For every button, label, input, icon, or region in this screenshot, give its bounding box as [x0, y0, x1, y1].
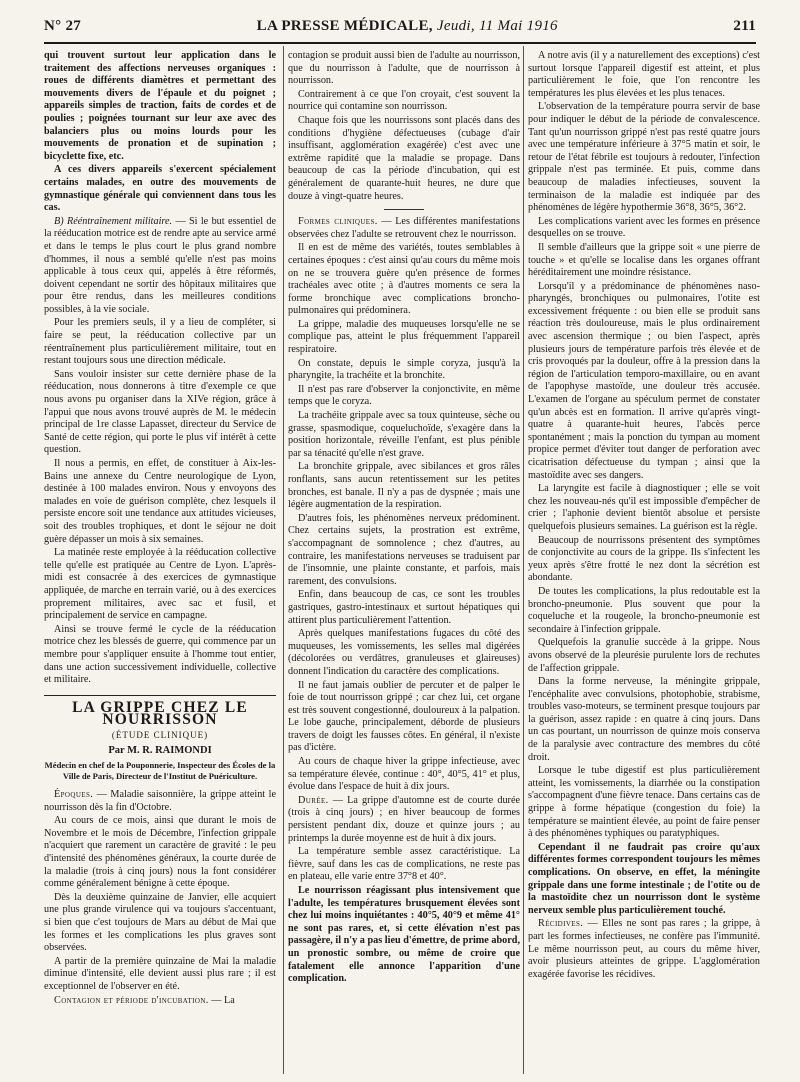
article-separator	[44, 695, 276, 696]
section-heading: Contagion et période d'incubation.	[54, 994, 209, 1006]
paragraph: Beaucoup de nourrissons présentent des symptômes de conjonctivite au cours de la grippe. Ils s'infectent les yeux après s'être frotté le nez dont la sécrétion est abondante.	[528, 534, 760, 584]
paragraph: De toutes les complications, la plus redoutable est la broncho-pneumonie. Plus souvent que pour la coqueluche et la rougeole, la broncho-pneumonie est secondaire à l'infection grippale.	[528, 585, 760, 635]
paragraph: Le nourrisson réagissant plus intensivement que l'adulte, les températures brusquement élevées sont chez lui moins inquiétantes : 40°5, 40°9 et même 41° ne sont pas rares, et, si cette élévation n'est pas passagère, il n'y a pas lieu d'émettre, de prime abord, un pronostic sombre, ou même de croire que fatalement elle annonce l'apparition d'une complication.	[288, 885, 520, 985]
paragraph: Enfin, dans beaucoup de cas, ce sont les troubles gastriques, gastro-intestinaux et surtout hépatiques qui attirent plus particulièrement l'attention.	[288, 589, 520, 626]
paragraph: La trachéite grippale avec sa toux quinteuse, sèche ou grasse, spasmodique, coqueluchoïde, s'exagère dans la position horizontale, réveille l'enfant, est plus pénible par sa ténacité qu'elle n'est grave.	[288, 410, 520, 459]
paragraph: Sans vouloir insister sur cette dernière phase de la rééducation, nous donnerons à titre d'exemple ce que nous avons pu organiser dans la XIVe région, grâce à l'appui que nous avons trouvé auprès de M. le médecin principal de 1re classe Lapasset, directeur du Service de Santé de cette région, qui porte le plus vif intérêt à cette question.	[44, 368, 276, 456]
column-divider-1	[283, 46, 284, 1074]
column-divider-2	[523, 46, 524, 1074]
paragraph	[44, 789, 276, 814]
paragraph: La température semble assez caractéristique. La fièvre, sauf dans les cas de complications, ne reste pas en plateau, elle varie entre 37°8 et 40°.	[288, 846, 520, 883]
paragraph: Il en est de même des variétés, toutes semblables à certaines époques : c'est ainsi qu'au cours du même mois on ne se trouvera guère qu'en présence de formes trachéales avec otite ; à d'autres moments ce sera la forme bronchique avec complications broncho-pulmonaires qui prédominera.	[288, 242, 520, 317]
paragraph-text: — Maladie saisonnière, la grippe atteint le nourrisson dès la fin d'Octobre.	[44, 789, 276, 813]
paragraph: Au cours de chaque hiver la grippe infectieuse, avec sa température élevée, continue : 40°, 40°5, 41° et plus, évolue dans l'espace de huit à dix jours.	[288, 756, 520, 793]
paragraph-text: — Si le but essentiel de la rééducation motrice est de rendre apte au service armé et dans le temps le plus court le plus grand nombre d'hommes, il nous a semblé qu'elle n'est pas moins applicable à tous ceux qui, appelés à être réformés, doivent cependant ne sortir des hôpitaux militaires que pour être rendus, dans les meilleures conditions possibles, à la vie sociale.	[44, 215, 276, 315]
paragraph: On constate, depuis le simple coryza, jusqu'à la pharyngite, la trachéite et la bronchite.	[288, 357, 520, 382]
paragraph	[528, 918, 760, 981]
paragraph: Ainsi se trouve fermé le cycle de la rééducation motrice chez les blessés de guerre, qui commence par un membre pour s'appliquer ensuite à l'homme tout entier, dans une action successivement individuelle, collective et militaire.	[44, 623, 276, 686]
section-heading: Formes cliniques.	[298, 216, 378, 228]
paragraph-text: — Les différentes manifestations observées chez l'adulte se retrouvent chez le nourrisson.	[288, 216, 520, 240]
paragraph: Lorsque le tube digestif est plus particulièrement atteint, les vomissements, la diarrhée ou la constipation s'accompagnent d'une fièvre tenace. Dans certains cas de grippe à forme hépatique (congestion du foie) la température se maintient élevée, au point de faire penser à des phénomènes typhiques ou paratyphiques.	[528, 765, 760, 840]
column-2	[288, 50, 520, 1078]
issue-number: N° 27	[44, 18, 82, 34]
paragraph: Après quelques manifestations fugaces du côté des muqueuses, les vomissements, les selles mal digérées (décolorées ou verdâtres, granuleuses et glaireuses) donnent l'indication du caractère des complications.	[288, 628, 520, 677]
paragraph: A partir de la première quinzaine de Mai la maladie diminue d'intensité, elle devient aussi plus rare ; il est exceptionnel de l'observer en été.	[44, 955, 276, 992]
paragraph: Il nous a permis, en effet, de constituer à Aix-les-Bains une annexe du Centre neurologique de Lyon, destinée à 100 malades environ. Nous y envoyons des malades en voie de guérison complète, chez lesquels il persiste encore soit une tendance aux attitudes vicieuses, soit des troubles trophiques, et dont le séjour ne doit guère dépasser un mois à six semaines.	[44, 458, 276, 545]
paragraph: Dans la forme nerveuse, la méningite grippale, l'encéphalite avec convulsions, photophobie, strabisme, troubles vaso-moteurs, se terminent presque toujours par la guérison, assez rapide : en quatre à cinq jours. Dans un cas pourtant, un nourrisson de quinze mois conserva de la paralysie avec contracture des membres du côté droit.	[528, 676, 760, 763]
page-number: 211	[733, 18, 756, 34]
paragraph-text: — Elles ne sont pas rares ; la grippe, à part les formes infectieuses, ne confère pas l'immunité. Le même nourrisson peut, au cours du même hiver, avoir plusieurs atteintes de grippe. L'agglomération exagérée favorise les récidives.	[528, 918, 760, 980]
paragraph: A notre avis (il y a naturellement des exceptions) c'est surtout lorsque l'appareil digestif est atteint, et plus particulièrement le foie, que l'on rencontre les températures les plus élevées et les plus tenaces.	[528, 50, 760, 99]
paragraph: Il ne faut jamais oublier de percuter et de palper le foie de tout nourrisson grippé ; car chez lui, cet organe est très souvent congestionné, douloureux à la palpation. Le lobe gauche, principalement, déborde de plusieurs travers de doigt les fausses côtes. En général, il n'existe pas d'ictère.	[288, 679, 520, 754]
paragraph: L'observation de la température pourra servir de base pour indiquer le début de la période de convalescence. Tant qu'un nourrisson grippé n'est pas resté quatre jours avec une température inférieure à 37°5 matin et soir, le retour de l'état fébrile est toujours à redouter, l'infection grippale n'est pas terminée. Et puis, comme dans beaucoup de maladies infectieuses, souvent la terminaison de la maladie est indiquée par des phénomènes de légère hypothermie 36°8, 36°5, 36°2.	[528, 101, 760, 214]
section-heading: Durée.	[298, 794, 329, 806]
paragraph: Il n'est pas rare d'observer la conjonctivite, en même temps que le coryza.	[288, 383, 520, 408]
paragraph: La laryngite est facile à diagnostiquer ; elle se voit chez les nouveau-nés qu'il est impossible d'empêcher de crier ; l'aphonie devient bientôt absolue et persiste quelquefois plusieurs semaines. La guérison est la règle.	[528, 483, 760, 532]
paragraph: La matinée reste employée à la rééducation collective telle qu'elle est pratiquée au Centre de Lyon. L'après-midi est consacrée à des exercices de gymnastique appliquée, de marche en terrain varié, ou à des exercices proprement militaires, avec sac et fusil, et principalement de service en campagne.	[44, 547, 276, 622]
paragraph-text: — La	[208, 994, 235, 1006]
paragraph: Il semble d'ailleurs que la grippe soit « une pierre de touche » et qu'elle se localise dans les organes offrant héréditairement une moindre résistance.	[528, 241, 760, 279]
header-rule	[44, 42, 756, 44]
paragraph: A ces divers appareils s'exercent spécialement certains malades, en outre des mouvements de gymnastique générale qui conviennent dans tous les cas.	[44, 164, 276, 214]
paragraph-text: — La grippe d'automne est de courte durée (trois à cinq jours) ; en hiver beaucoup de formes persistent pendant dix, douze et quinze jours ; au printemps la durée moyenne est de huit à dix jours.	[288, 794, 520, 844]
section-rule	[384, 209, 424, 210]
paragraph	[44, 216, 276, 317]
column-1	[44, 50, 276, 1078]
issue-date: Jeudi, 11 Mai 1916	[436, 18, 558, 34]
paragraph: qui trouvent surtout leur application dans le traitement des affections nerveuses organiques : roues de différents diamètres et permettant des mouvements divers de l'épaule et du poignet ; appareils simples de traction, faits de cordes et de poulies ; poignées tournant sur leur axe avec des balanciers plus ou moins lourds pour les mouvements de pronation et de supination ; bicyclette fixe, etc.	[44, 50, 276, 162]
article-subtitle: (ÉTUDE CLINIQUE)	[111, 729, 209, 740]
section-heading: B) Rééntraînement militaire.	[54, 215, 173, 227]
paragraph: D'autres fois, les phénomènes nerveux prédominent. Chez certains sujets, la prostration est extrême, s'accompagnant de somnolence ; chez d'autres, au contraire, les manifestations nerveuses se traduisent par de l'insomnie, une plainte constante, et parfois, mais rarement, des convulsions.	[288, 512, 520, 587]
paragraph: Lorsqu'il y a prédominance de phénomènes naso-pharyngés, bronchiques ou pulmonaires, l'otite est excessivement fréquente : ou bien elle se produit sans réaction très douloureuse, mais le plus ordinairement avec ascension thermique ; ou bien l'aspect, après plusieurs jours de température parfois très élevée et de cris provoqués par la douleur, offre à la pression dans la région de l'articulation temporo-maxillaire, ou en avant de l'apophyse mastoïde, une douleur très accusée. L'examen de l'organe au spéculum permet de constater qu'un abcès est en formation. Il arrive qu'après vingt-quatre à quarante-huit heures, l'abcès perce spontanément ; mais la ponction du tympan au moment propice permet d'éviter tout danger de perforation avec cicatrisation défectueuse du tympan ; ainsi que la mastoïdite avec ses dangers.	[528, 280, 760, 481]
section-heading: Époques.	[54, 789, 94, 801]
paragraph: Au cours de ce mois, ainsi que durant le mois de Novembre et le mois de Décembre, l'infection grippale n'acquiert que rarement un caractère de gravité : le peu d'intensité des phénomènes généraux, la courte durée de la maladie (trois à cinq jours) nous la font considérer comme généralement bénigne à cette époque.	[44, 815, 276, 890]
paragraph: La bronchite grippale, avec sibilances et gros râles ronflants, sans aucun retentissement sur les petites bronches, est banale. Il n'y a pas de dyspnée ; mais une légère augmentation de la respiration.	[288, 461, 520, 511]
section-heading: Récidives.	[538, 918, 584, 930]
paragraph: Chaque fois que les nourrissons sont placés dans des conditions d'hygiène défectueuses (cubage d'air insuffisant, agglomération exagérée) c'est avec une extrême rapidité que la maladie se propage. Dans beaucoup de cas la période d'incubation, qui est généralement de quarante-huit heures, ne dure que douze à vingt-quatre heures.	[288, 114, 520, 202]
paragraph: Dès la deuxième quinzaine de Janvier, elle acquiert une plus grande virulence qui va toujours s'accentuant, si bien que c'est toujours de Mars au début de Mai que les formes et les complications les plus graves sont observées.	[44, 891, 276, 954]
paragraph: Pour les premiers seuls, il y a lieu de compléter, si faire se peut, la rééducation collective par un réentraînement plus particulièrement militaire, tout en restant toujours sous une direction médicale.	[44, 317, 276, 367]
masthead	[257, 18, 558, 35]
paragraph: Contrairement à ce que l'on croyait, c'est souvent la nourrice qui contamine son nourrisson.	[288, 88, 520, 113]
paragraph	[288, 216, 520, 241]
column-3	[528, 50, 760, 1078]
author-affiliation: Médecin en chef de la Pouponnerie, Inspecteur des Écoles de la Ville de Paris, Directeur de l'Institut de Puériculture.	[44, 760, 276, 781]
paragraph: Cependant il ne faudrait pas croire qu'aux différentes formes correspondent toujours les mêmes complications. On observe, en effet, la méningite grippale dans une forme intestinale ; de l'otite ou de la mastoïdite chez un nourrisson dont le système nerveux semble plus particulièrement touché.	[528, 841, 760, 916]
journal-name: LA PRESSE MÉDICALE,	[256, 18, 433, 34]
article-author: Par M. R. RAIMONDI	[108, 745, 212, 757]
paragraph	[44, 995, 276, 1008]
paragraph: La grippe, maladie des muqueuses lorsqu'elle ne se complique pas, atteint le plus fréquemment l'appareil respiratoire.	[288, 318, 520, 356]
paragraph	[288, 795, 520, 845]
paragraph: Quelquefois la granulie succède à la grippe. Nous avons observé de la pleurésie purulente lors de rechutes de l'affection grippale.	[528, 637, 760, 674]
article-title: LA GRIPPE CHEZ LE NOURRISSON	[72, 698, 248, 729]
page-header	[44, 18, 756, 40]
paragraph: Les complications varient avec les formes en présence desquelles on se trouve.	[528, 215, 760, 240]
paragraph: contagion se produit aussi bien de l'adulte au nourrisson, que du nourrisson à l'adulte, que de nourrisson à nourrisson.	[288, 50, 520, 87]
